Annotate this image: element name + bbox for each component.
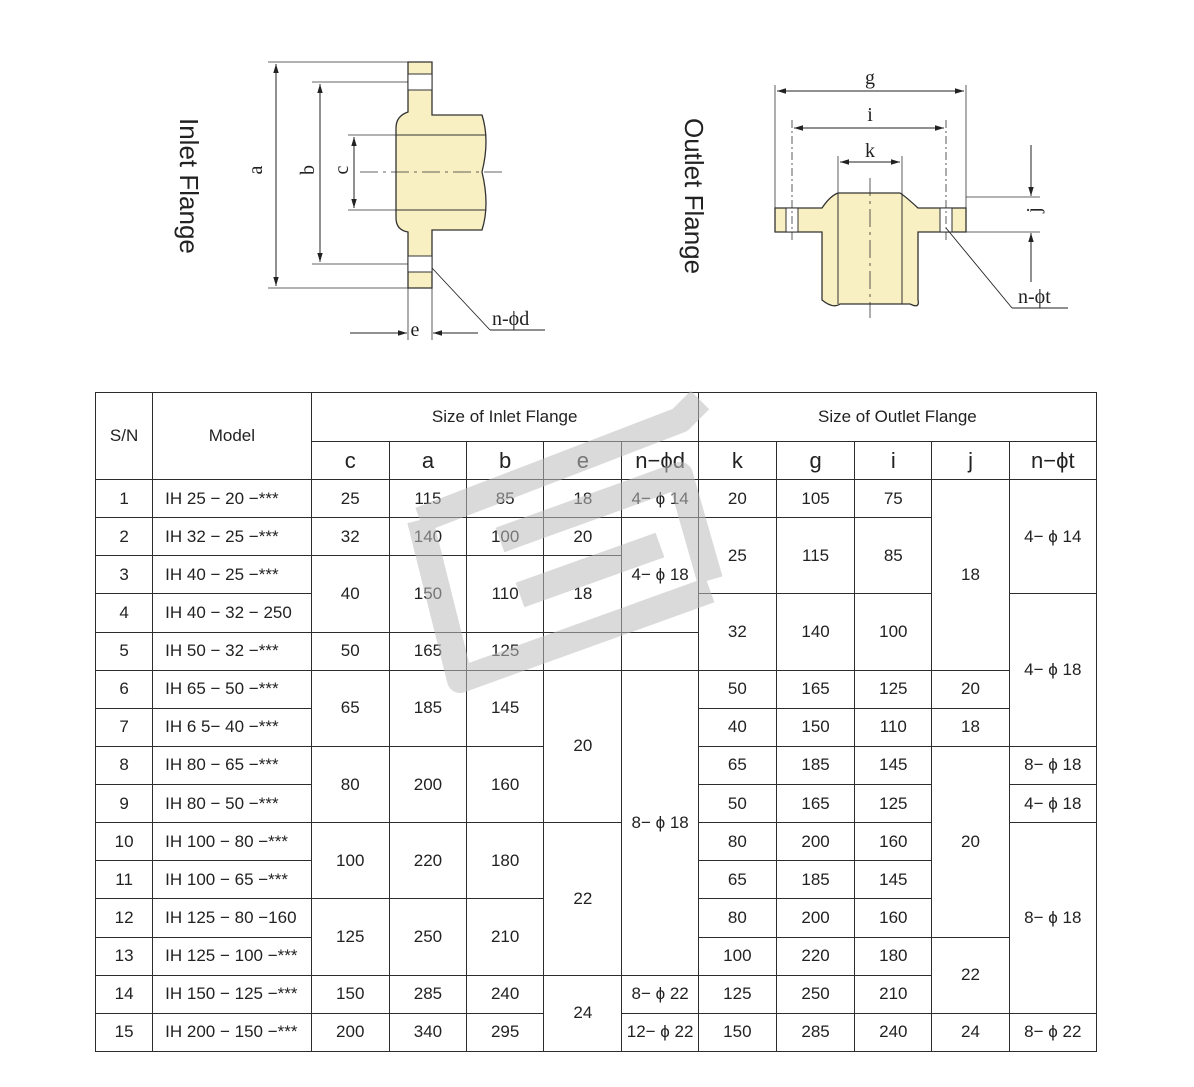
cell-c: 65: [311, 670, 389, 746]
header-row-groups: [96, 393, 1097, 442]
cell-b: 240: [467, 975, 544, 1013]
cell-e: 20: [544, 670, 622, 823]
header-i: i: [855, 442, 932, 480]
cell-k: 65: [698, 746, 776, 784]
cell-c: 80: [311, 746, 389, 822]
header-b: b: [467, 442, 544, 480]
header-c: c: [311, 442, 389, 480]
cell-nt: 4− ϕ 18: [1009, 785, 1096, 823]
cell-model: IH 80 − 50 −***: [153, 785, 311, 823]
cell-nt: 8− ϕ 18: [1009, 823, 1096, 1014]
cell-sn: 2: [96, 518, 153, 556]
header-a: a: [389, 442, 466, 480]
cell-i: 145: [855, 861, 932, 899]
cell-model: IH 65 − 50 −***: [153, 670, 311, 708]
cell-a: 220: [389, 823, 466, 899]
cell-c: 200: [311, 1013, 389, 1051]
cell-g: 185: [776, 746, 854, 784]
cell-i: 180: [855, 937, 932, 975]
cell-b: 100: [467, 518, 544, 556]
outlet-flange-drawing: [679, 67, 1068, 318]
cell-model: IH 80 − 65 −***: [153, 746, 311, 784]
cell-sn: 4: [96, 594, 153, 632]
cell-k: 150: [698, 1013, 776, 1051]
cell-g: 200: [776, 823, 854, 861]
cell-a: 185: [389, 670, 466, 746]
header-sn: S/N: [96, 393, 153, 480]
dim-g-label: g: [865, 67, 875, 89]
cell-model: IH 150 − 125 −***: [153, 975, 311, 1013]
cell-k: 80: [698, 823, 776, 861]
cell-k: 65: [698, 861, 776, 899]
cell-i: 85: [855, 518, 932, 594]
cell-nd: 12− ϕ 22: [622, 1013, 698, 1051]
cell-k: 25: [698, 518, 776, 594]
cell-model: IH 25 − 20 −***: [153, 480, 311, 518]
header-g: g: [776, 442, 854, 480]
cell-a: 250: [389, 899, 466, 975]
dim-e-label: e: [410, 319, 420, 341]
cell-b: 180: [467, 823, 544, 899]
cell-a: 115: [389, 480, 466, 518]
cell-sn: 8: [96, 746, 153, 784]
cell-sn: 15: [96, 1013, 153, 1051]
cell-a: 285: [389, 975, 466, 1013]
flange-drawings: [0, 0, 1194, 380]
dim-b-label: b: [297, 165, 319, 175]
cell-sn: 9: [96, 785, 153, 823]
header-k: k: [698, 442, 776, 480]
cell-k: 32: [698, 594, 776, 670]
cell-model: IH 40 − 32 − 250: [153, 594, 311, 632]
cell-model: IH 100 − 80 −***: [153, 823, 311, 861]
flange-size-table: [95, 392, 1097, 1052]
cell-c: 32: [311, 518, 389, 556]
dim-nt-label: n-ϕt: [1018, 286, 1051, 308]
cell-e: 18: [544, 556, 622, 632]
table-row: [96, 480, 1097, 518]
cell-e: 20: [544, 518, 622, 556]
cell-sn: 11: [96, 861, 153, 899]
cell-i: 125: [855, 785, 932, 823]
dim-nd-label: n-ϕd: [492, 308, 530, 330]
cell-k: 125: [698, 975, 776, 1013]
cell-g: 165: [776, 670, 854, 708]
cell-g: 285: [776, 1013, 854, 1051]
cell-e: 18: [544, 480, 622, 518]
cell-c: 25: [311, 480, 389, 518]
cell-nd: 4− ϕ 14: [622, 480, 698, 518]
cell-k: 20: [698, 480, 776, 518]
dim-k-label: k: [865, 140, 875, 162]
cell-model: IH 50 − 32 −***: [153, 632, 311, 670]
cell-c: 125: [311, 899, 389, 975]
header-j: j: [932, 442, 1009, 480]
cell-sn: 3: [96, 556, 153, 594]
header-inlet-group: Size of Inlet Flange: [311, 393, 698, 442]
inlet-flange-title: Inlet Flange: [174, 118, 204, 254]
cell-sn: 14: [96, 975, 153, 1013]
dim-a-label: a: [245, 165, 267, 175]
cell-j: 18: [932, 708, 1009, 746]
cell-nd: 8− ϕ 18: [622, 670, 698, 975]
cell-nt: 4− ϕ 14: [1009, 480, 1096, 594]
cell-j: 22: [932, 937, 1009, 1013]
cell-e: 22: [544, 823, 622, 976]
table-row: [96, 670, 1097, 708]
cell-b: 295: [467, 1013, 544, 1051]
cell-b: 85: [467, 480, 544, 518]
cell-i: 240: [855, 1013, 932, 1051]
cell-i: 125: [855, 670, 932, 708]
cell-nd: 8− ϕ 22: [622, 975, 698, 1013]
header-outlet-group: Size of Outlet Flange: [698, 393, 1096, 442]
cell-i: 160: [855, 899, 932, 937]
cell-g: 220: [776, 937, 854, 975]
cell-sn: 12: [96, 899, 153, 937]
cell-nt: 8− ϕ 18: [1009, 746, 1096, 784]
cell-j: 24: [932, 1013, 1009, 1051]
cell-g: 185: [776, 861, 854, 899]
inlet-flange-drawing: [174, 62, 545, 341]
outlet-flange-title: Outlet Flange: [679, 118, 709, 275]
cell-j: 20: [932, 746, 1009, 937]
cell-k: 100: [698, 937, 776, 975]
cell-g: 200: [776, 899, 854, 937]
cell-model: IH 32 − 25 −***: [153, 518, 311, 556]
cell-sn: 5: [96, 632, 153, 670]
cell-c: 50: [311, 632, 389, 670]
header-nt: n−ϕt: [1009, 442, 1096, 480]
cell-nd: 4− ϕ 18: [622, 518, 698, 632]
outlet-flange-body: [775, 193, 966, 306]
cell-i: 100: [855, 594, 932, 670]
cell-sn: 6: [96, 670, 153, 708]
cell-sn: 1: [96, 480, 153, 518]
cell-k: 80: [698, 899, 776, 937]
cell-sn: 7: [96, 708, 153, 746]
cell-model: IH 40 − 25 −***: [153, 556, 311, 594]
dim-i-label: i: [867, 104, 873, 126]
cell-model: IH 200 − 150 −***: [153, 1013, 311, 1051]
header-e: e: [544, 442, 622, 480]
cell-j: 18: [932, 480, 1009, 671]
cell-sn: 10: [96, 823, 153, 861]
cell-a: 165: [389, 632, 466, 670]
cell-model: IH 125 − 100 −***: [153, 937, 311, 975]
cell-e: 24: [544, 975, 622, 1051]
cell-nt: 8− ϕ 22: [1009, 1013, 1096, 1051]
cell-g: 115: [776, 518, 854, 594]
cell-b: 145: [467, 670, 544, 746]
cell-c: 100: [311, 823, 389, 899]
cell-b: 210: [467, 899, 544, 975]
cell-g: 165: [776, 785, 854, 823]
cell-i: 160: [855, 823, 932, 861]
header-nd: n−ϕd: [622, 442, 698, 480]
cell-nt: 4− ϕ 18: [1009, 594, 1096, 747]
cell-model: IH 6 5− 40 −***: [153, 708, 311, 746]
cell-i: 110: [855, 708, 932, 746]
header-model: Model: [153, 393, 311, 480]
cell-a: 340: [389, 1013, 466, 1051]
cell-c: 150: [311, 975, 389, 1013]
cell-c: 40: [311, 556, 389, 632]
cell-i: 145: [855, 746, 932, 784]
cell-e: [544, 632, 622, 670]
cell-b: 160: [467, 746, 544, 822]
inlet-flange-body: [396, 62, 486, 288]
cell-b: 125: [467, 632, 544, 670]
cell-g: 150: [776, 708, 854, 746]
cell-i: 75: [855, 480, 932, 518]
cell-a: 200: [389, 746, 466, 822]
cell-g: 250: [776, 975, 854, 1013]
dim-c-label: c: [331, 165, 353, 175]
cell-model: IH 100 − 65 −***: [153, 861, 311, 899]
dim-j-label: j: [1023, 207, 1045, 213]
cell-g: 140: [776, 594, 854, 670]
cell-a: 150: [389, 556, 466, 632]
cell-sn: 13: [96, 937, 153, 975]
cell-k: 40: [698, 708, 776, 746]
cell-g: 105: [776, 480, 854, 518]
cell-a: 140: [389, 518, 466, 556]
cell-k: 50: [698, 785, 776, 823]
cell-i: 210: [855, 975, 932, 1013]
cell-model: IH 125 − 80 −160: [153, 899, 311, 937]
cell-j: 20: [932, 670, 1009, 708]
cell-b: 110: [467, 556, 544, 632]
cell-k: 50: [698, 670, 776, 708]
